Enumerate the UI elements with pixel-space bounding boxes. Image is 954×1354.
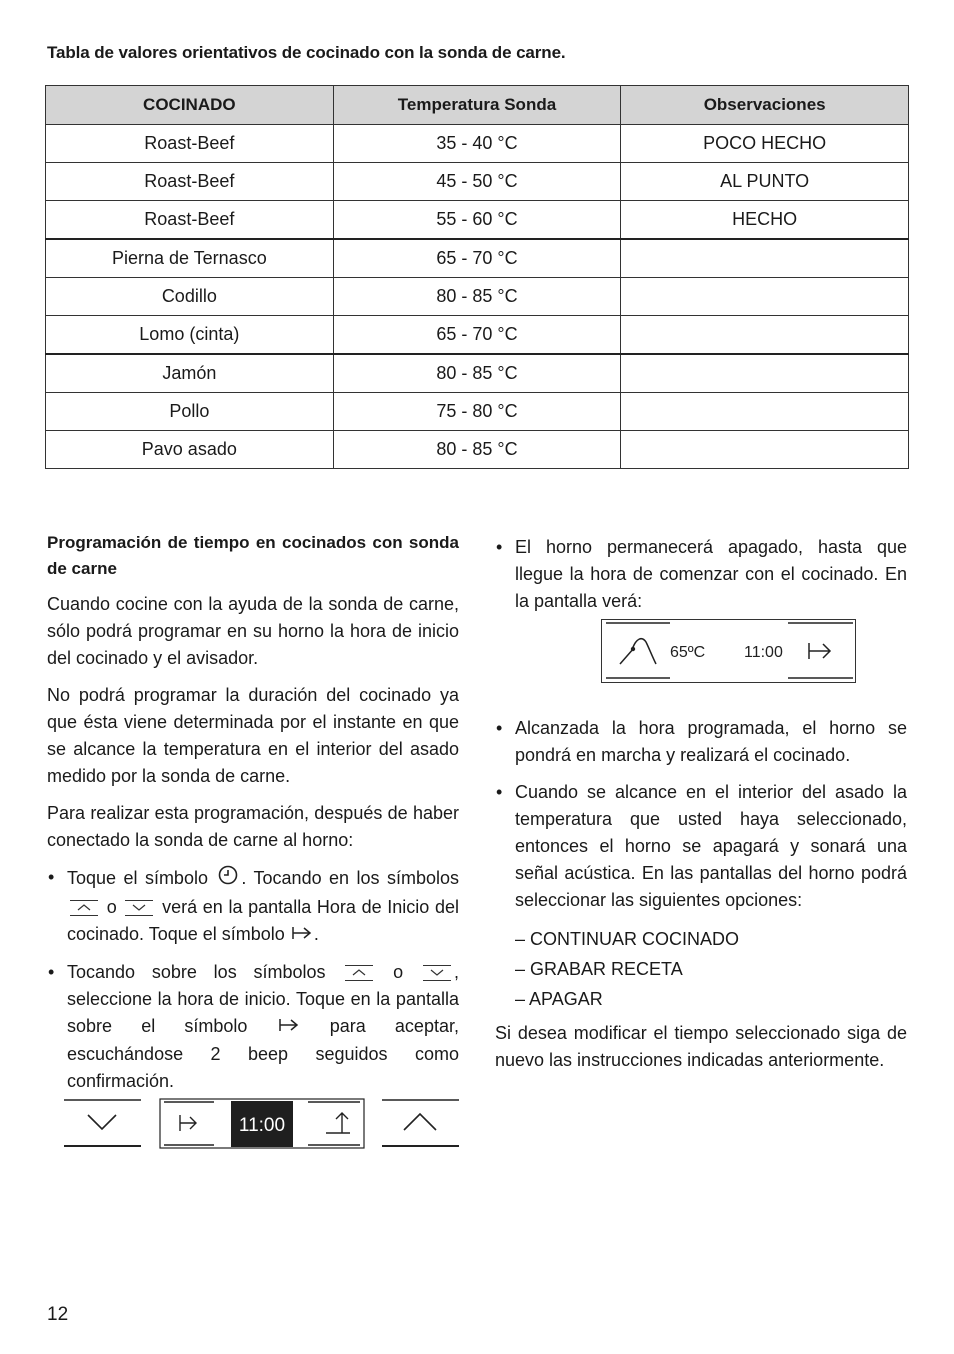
display-time: 11:00: [238, 1115, 286, 1136]
cell-observaciones: [621, 431, 909, 469]
bullet-text: .: [313, 924, 319, 944]
cell-temperatura: 65 - 70 °C: [333, 316, 621, 355]
paragraph: Si desea modificar el tiempo seleccionado siga de nuevo las instrucciones indicadas anteriormente.: [495, 1023, 907, 1070]
left-column: [47, 530, 459, 1105]
table-row: [46, 354, 909, 393]
paragraph: No podrá programar la duración del cocinado ya que ésta viene determinada por el instante en que se alcance la temperatura en el interior del asado medido por la sonda de carne.: [47, 685, 459, 786]
table-row: [46, 239, 909, 278]
instruction-bullet: [495, 715, 907, 769]
cell-observaciones: POCO HECHO: [621, 125, 909, 163]
bullet-text: o: [393, 961, 404, 982]
table-row: [46, 393, 909, 431]
cell-cocinado: Pierna de Ternasco: [46, 239, 334, 278]
table-row: [46, 163, 909, 201]
cell-observaciones: [621, 239, 909, 278]
bullet-dot: •: [48, 961, 55, 982]
bullet-text: para aceptar, escuchándose 2 beep seguidos como confirmación.: [67, 1015, 459, 1091]
cell-cocinado: Pavo asado: [46, 431, 334, 469]
instruction-bullet: [495, 779, 907, 914]
probe-temperature: 65ºC: [670, 644, 706, 661]
bullet-text: o: [106, 897, 117, 917]
bullet-dot: •: [496, 718, 503, 738]
meat-probe-icon: [620, 639, 656, 664]
display-time: 11:00: [744, 644, 783, 661]
cell-temperatura: 80 - 85 °C: [333, 354, 621, 393]
up-key-icon: [382, 1100, 459, 1146]
start-arrow-icon: [809, 643, 830, 659]
cell-cocinado: Roast-Beef: [46, 201, 334, 240]
cell-cocinado: Jamón: [46, 354, 334, 393]
cell-observaciones: [621, 393, 909, 431]
up-arrow-key-icon: [70, 900, 98, 916]
down-arrow-key-icon: [423, 965, 451, 981]
bullet-dot: •: [496, 537, 503, 557]
instruction-bullet: [495, 534, 907, 615]
cell-temperatura: 65 - 70 °C: [333, 239, 621, 278]
bullet-text: Alcanzada la hora programada, el horno se pondrá en marcha y realizará el cocinado.: [515, 718, 907, 765]
table-title: Tabla de valores orientativos de cocinado con la sonda de carne.: [47, 43, 566, 62]
cell-temperatura: 55 - 60 °C: [333, 201, 621, 240]
header-observaciones: Observaciones: [621, 86, 909, 125]
bullet-dot: •: [48, 867, 55, 887]
cell-observaciones: [621, 278, 909, 316]
bullet-text: El horno permanecerá apagado, hasta que llegue la hora de comenzar con el cocinado. En la pantalla verá:: [515, 537, 907, 611]
instruction-bullet: [47, 959, 459, 1095]
up-arrow-key-icon: [345, 965, 373, 981]
bullet-text: Cuando se alcance en el interior del asado la temperatura que usted haya seleccionado, entonces el horno se apagará y sonará una señal acústica. En las pantallas del horno podrá seleccionar las siguientes opciones:: [515, 782, 907, 910]
clock-icon: [215, 864, 241, 894]
down-key-icon: [64, 1100, 141, 1146]
table-row: [46, 278, 909, 316]
bullet-text: , seleccione la hora de inicio. Toque en la pantalla sobre el símbolo: [67, 961, 459, 1036]
section-subtitle: Programación de tiempo en cocinados con sonda de carne: [47, 533, 459, 578]
cell-cocinado: Pollo: [46, 393, 334, 431]
right-column: [495, 534, 907, 1084]
list-item: – CONTINUAR COCINADO: [515, 929, 740, 949]
options-list: [495, 924, 907, 1014]
down-arrow-key-icon: [125, 900, 153, 916]
cell-observaciones: HECHO: [621, 201, 909, 240]
table-row: [46, 201, 909, 240]
start-arrow-icon: [290, 922, 314, 949]
cell-cocinado: Roast-Beef: [46, 125, 334, 163]
end-arrow-icon: [326, 1113, 350, 1133]
start-arrow-icon: [180, 1115, 196, 1131]
oven-display-start-time: [63, 1097, 459, 1149]
bullet-dot: •: [496, 782, 503, 802]
table-header-row: [46, 86, 909, 125]
cell-temperatura: 45 - 50 °C: [333, 163, 621, 201]
cell-cocinado: Lomo (cinta): [46, 316, 334, 355]
paragraph: Cuando cocine con la ayuda de la sonda de carne, sólo podrá programar en su horno la hora de inicio del cocinado y el avisador.: [47, 594, 459, 668]
cell-observaciones: [621, 354, 909, 393]
start-arrow-icon: [277, 1014, 301, 1041]
header-cocinado: COCINADO: [46, 86, 334, 125]
bullet-text: Tocando sobre los símbolos: [67, 961, 326, 982]
bullet-text: verá en la pantalla Hora de Inicio del cocinado. Toque el símbolo: [67, 897, 459, 944]
bullet-text: . Tocando en los símbolos: [241, 867, 459, 888]
list-item: – APAGAR: [515, 989, 603, 1009]
bullet-text: Toque el símbolo: [67, 867, 208, 888]
table-row: [46, 431, 909, 469]
table-row: [46, 125, 909, 163]
oven-display-waiting: [601, 619, 856, 683]
cell-cocinado: Roast-Beef: [46, 163, 334, 201]
list-item: – GRABAR RECETA: [515, 959, 683, 979]
cell-temperatura: 80 - 85 °C: [333, 278, 621, 316]
paragraph: Para realizar esta programación, después de haber conectado la sonda de carne al horno:: [47, 803, 459, 850]
cell-temperatura: 75 - 80 °C: [333, 393, 621, 431]
cell-observaciones: AL PUNTO: [621, 163, 909, 201]
instruction-bullet: [47, 864, 459, 949]
cell-temperatura: 35 - 40 °C: [333, 125, 621, 163]
cell-observaciones: [621, 316, 909, 355]
cooking-values-table: [45, 85, 909, 469]
cell-cocinado: Codillo: [46, 278, 334, 316]
header-temperatura: Temperatura Sonda: [333, 86, 621, 125]
table-row: [46, 316, 909, 355]
cell-temperatura: 80 - 85 °C: [333, 431, 621, 469]
page-number: 12: [47, 1304, 69, 1325]
